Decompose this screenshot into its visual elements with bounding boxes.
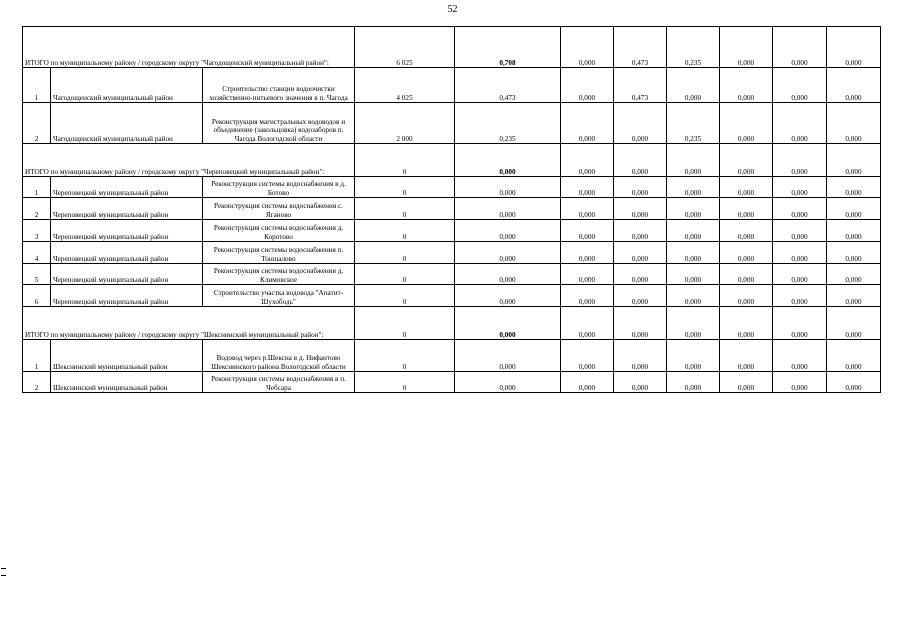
table-row — [23, 177, 881, 198]
value-cell: 0,000 — [614, 285, 667, 307]
district-total-row — [23, 144, 881, 177]
total-value-cell: 0,000 — [614, 144, 667, 177]
value-cell: 0,000 — [773, 177, 827, 198]
value-cell: 0,000 — [773, 68, 827, 103]
total-value-cell: 0,000 — [773, 144, 827, 177]
value-cell: 0,000 — [667, 285, 720, 307]
district-total-label: ИТОГО по муниципальному району / городскому округу "Шекснинский муниципальный район": — [23, 307, 355, 340]
total-value-cell: 0,000 — [561, 307, 614, 340]
value-cell: 0 — [355, 285, 455, 307]
district-name: Череповецкий муниципальный район — [51, 220, 203, 242]
value-cell: 0,000 — [827, 177, 881, 198]
value-cell: 0,000 — [614, 340, 667, 372]
value-cell: 0,000 — [773, 264, 827, 285]
page-number: 52 — [447, 4, 458, 15]
value-cell: 0,000 — [455, 340, 561, 372]
district-name: Череповецкий муниципальный район — [51, 177, 203, 198]
value-cell: 0,000 — [667, 68, 720, 103]
project-name: Реконструкция системы водоснабжения с. Яганово — [203, 198, 355, 220]
value-cell: 0,000 — [614, 103, 667, 144]
district-total-label: ИТОГО по муниципальному району / городскому округу "Чагодощенский муниципальный район": — [23, 27, 355, 68]
value-cell: 0,000 — [773, 242, 827, 264]
value-cell: 0,235 — [455, 103, 561, 144]
district-name: Шекснинский муниципальный район — [51, 372, 203, 393]
value-cell: 0,000 — [827, 68, 881, 103]
district-name: Череповецкий муниципальный район — [51, 285, 203, 307]
total-value-cell: 0,000 — [667, 307, 720, 340]
district-name: Чагодощенский муниципальный район — [51, 103, 203, 144]
value-cell: 0,000 — [720, 340, 773, 372]
value-cell: 0,473 — [455, 68, 561, 103]
total-value-cell: 6 025 — [355, 27, 455, 68]
value-cell: 0,000 — [614, 242, 667, 264]
value-cell: 0,000 — [561, 220, 614, 242]
row-number: 6 — [23, 285, 51, 307]
district-total-row — [23, 307, 881, 340]
project-name: Строительство станции водоочистки хозяйственно-питьевого значения в п. Чагода — [203, 68, 355, 103]
value-cell: 0,000 — [827, 264, 881, 285]
table-row — [23, 264, 881, 285]
row-number: 4 — [23, 242, 51, 264]
value-cell: 0,000 — [455, 220, 561, 242]
table-row — [23, 340, 881, 372]
total-value-cell: 0,000 — [720, 27, 773, 68]
total-value-cell: 0,000 — [561, 27, 614, 68]
value-cell: 0,000 — [561, 264, 614, 285]
district-name: Шекснинский муниципальный район — [51, 340, 203, 372]
value-cell: 0,000 — [827, 285, 881, 307]
value-cell: 0,000 — [773, 220, 827, 242]
project-name: Реконструкция системы водоснабжения в п. Чебсара — [203, 372, 355, 393]
value-cell: 0,000 — [561, 242, 614, 264]
margin-mark — [1, 575, 6, 576]
value-cell: 0,000 — [455, 177, 561, 198]
total-value-cell: 0,000 — [455, 144, 561, 177]
value-cell: 0,000 — [614, 198, 667, 220]
table-row — [23, 372, 881, 393]
value-cell: 0,000 — [561, 285, 614, 307]
value-cell: 0 — [355, 198, 455, 220]
value-cell: 0,000 — [720, 198, 773, 220]
table-row — [23, 198, 881, 220]
project-name: Реконструкция системы водоснабжения в д. Ботово — [203, 177, 355, 198]
total-value-cell: 0,000 — [773, 27, 827, 68]
value-cell: 0,000 — [827, 372, 881, 393]
total-value-cell: 0,473 — [614, 27, 667, 68]
district-name: Череповецкий муниципальный район — [51, 264, 203, 285]
row-number: 1 — [23, 68, 51, 103]
value-cell: 0,235 — [667, 103, 720, 144]
value-cell: 0,000 — [561, 68, 614, 103]
total-value-cell: 0,000 — [720, 144, 773, 177]
value-cell: 0 — [355, 372, 455, 393]
total-value-cell: 0,000 — [561, 144, 614, 177]
project-name: Водовод через р.Шексна в д. Нифантово Шекснинского района Вологодской области — [203, 340, 355, 372]
value-cell: 0,000 — [827, 242, 881, 264]
value-cell: 0,000 — [773, 198, 827, 220]
value-cell: 0,000 — [455, 372, 561, 393]
district-total-label: ИТОГО по муниципальному району / городскому округу "Череповецкий муниципальный район": — [23, 144, 355, 177]
value-cell: 0,000 — [720, 177, 773, 198]
value-cell: 0,000 — [561, 103, 614, 144]
total-value-cell: 0,000 — [667, 144, 720, 177]
value-cell: 0,473 — [614, 68, 667, 103]
value-cell: 0,000 — [667, 242, 720, 264]
value-cell: 0,000 — [720, 103, 773, 144]
value-cell: 0,000 — [455, 264, 561, 285]
table-row — [23, 103, 881, 144]
district-total-row — [23, 27, 881, 68]
value-cell: 0,000 — [720, 220, 773, 242]
project-name: Реконструкция системы водоснабжения п. Тоншалово — [203, 242, 355, 264]
value-cell: 0,000 — [827, 198, 881, 220]
table-row — [23, 68, 881, 103]
row-number: 1 — [23, 177, 51, 198]
value-cell: 0,000 — [720, 285, 773, 307]
value-cell: 0 — [355, 177, 455, 198]
value-cell: 0,000 — [667, 264, 720, 285]
district-name: Череповецкий муниципальный район — [51, 198, 203, 220]
value-cell: 0,000 — [614, 372, 667, 393]
total-value-cell: 0,000 — [827, 307, 881, 340]
total-value-cell: 0,000 — [614, 307, 667, 340]
value-cell: 0,000 — [667, 198, 720, 220]
value-cell: 0,000 — [614, 264, 667, 285]
value-cell: 0,000 — [720, 372, 773, 393]
value-cell: 0,000 — [773, 103, 827, 144]
value-cell: 0,000 — [561, 340, 614, 372]
value-cell: 0,000 — [455, 285, 561, 307]
value-cell: 0,000 — [667, 372, 720, 393]
value-cell: 0,000 — [827, 340, 881, 372]
total-value-cell: 0,000 — [827, 144, 881, 177]
value-cell: 0,000 — [614, 177, 667, 198]
value-cell: 0,000 — [614, 220, 667, 242]
value-cell: 0,000 — [561, 198, 614, 220]
value-cell: 0,000 — [667, 177, 720, 198]
project-name: Реконструкция системы водоснабжения д. Климовское — [203, 264, 355, 285]
value-cell: 0,000 — [827, 103, 881, 144]
value-cell: 0,000 — [773, 372, 827, 393]
value-cell: 0,000 — [455, 242, 561, 264]
value-cell: 0,000 — [773, 285, 827, 307]
value-cell: 0,000 — [667, 340, 720, 372]
value-cell: 4 025 — [355, 68, 455, 103]
margin-mark — [1, 568, 6, 569]
value-cell: 0 — [355, 340, 455, 372]
total-value-cell: 0,235 — [667, 27, 720, 68]
value-cell: 0,000 — [720, 242, 773, 264]
value-cell: 0,000 — [773, 340, 827, 372]
value-cell: 0 — [355, 220, 455, 242]
total-value-cell: 0,708 — [455, 27, 561, 68]
table-row — [23, 285, 881, 307]
value-cell: 2 000 — [355, 103, 455, 144]
table-row — [23, 220, 881, 242]
row-number: 1 — [23, 340, 51, 372]
row-number: 2 — [23, 103, 51, 144]
value-cell: 0,000 — [561, 372, 614, 393]
total-value-cell: 0,000 — [827, 27, 881, 68]
value-cell: 0,000 — [561, 177, 614, 198]
total-value-cell: 0,000 — [720, 307, 773, 340]
project-name: Строительство участка водовода "Апатит-Шухободь" — [203, 285, 355, 307]
value-cell: 0 — [355, 242, 455, 264]
value-cell: 0,000 — [720, 68, 773, 103]
district-name: Чагодощенский муниципальный район — [51, 68, 203, 103]
value-cell: 0,000 — [827, 220, 881, 242]
row-number: 2 — [23, 198, 51, 220]
row-number: 5 — [23, 264, 51, 285]
project-name: Реконструкция магистральных водоводов и объединение (закольцовка) водозаборов п. Чагода Вологодской области — [203, 103, 355, 144]
total-value-cell: 0,000 — [455, 307, 561, 340]
value-cell: 0,000 — [720, 264, 773, 285]
value-cell: 0 — [355, 264, 455, 285]
total-value-cell: 0,000 — [773, 307, 827, 340]
total-value-cell: 0 — [355, 144, 455, 177]
value-cell: 0,000 — [455, 198, 561, 220]
value-cell: 0,000 — [667, 220, 720, 242]
table-row — [23, 242, 881, 264]
project-name: Реконструкция системы водоснабжения д. Коротово — [203, 220, 355, 242]
row-number: 2 — [23, 372, 51, 393]
total-value-cell: 0 — [355, 307, 455, 340]
investment-table — [22, 26, 881, 393]
row-number: 3 — [23, 220, 51, 242]
district-name: Череповецкий муниципальный район — [51, 242, 203, 264]
